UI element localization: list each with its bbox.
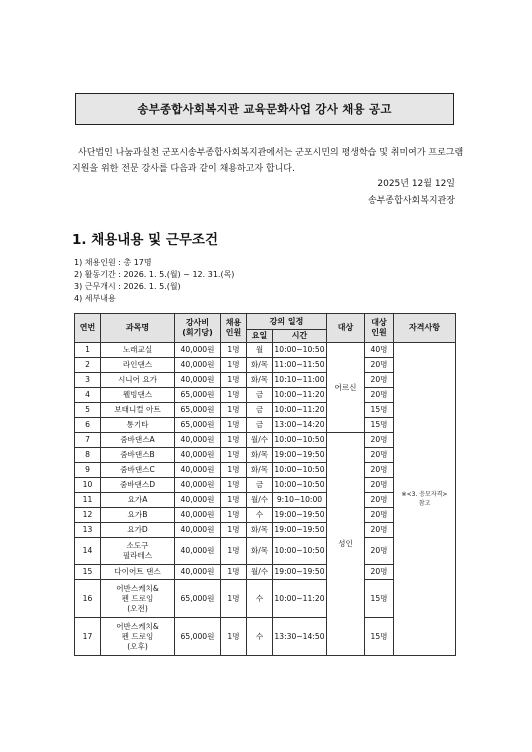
cell-target-adult: 성인 [327, 433, 365, 656]
cell-time: 13:00~14:20 [273, 418, 327, 433]
cell-day: 금 [247, 418, 273, 433]
cell-day: 수 [247, 580, 273, 618]
cell-count: 20명 [365, 433, 394, 448]
cell-count: 20명 [365, 478, 394, 493]
cell-course: 라인댄스 [101, 358, 175, 373]
cell-course: 통기타 [101, 418, 175, 433]
cell-hire: 1명 [221, 493, 247, 508]
cell-fee: 40,000원 [175, 493, 221, 508]
cell-day: 화/목 [247, 373, 273, 388]
header-target-count: 대상 인원 [365, 314, 394, 343]
cell-no: 9 [75, 463, 101, 478]
cell-time: 11:00~11:50 [273, 358, 327, 373]
cell-time: 10:00~10:50 [273, 478, 327, 493]
header-no: 연번 [75, 314, 101, 343]
header-time: 시간 [273, 330, 327, 343]
cell-fee: 40,000원 [175, 463, 221, 478]
cell-course: 요가B [101, 508, 175, 523]
condition-item: 4) 세부내용 [74, 294, 116, 303]
cell-fee: 40,000원 [175, 343, 221, 358]
cell-time: 9:10~10:00 [273, 493, 327, 508]
cell-fee: 40,000원 [175, 433, 221, 448]
cell-day: 월/수 [247, 565, 273, 580]
cell-course: 요가A [101, 493, 175, 508]
cell-count: 20명 [365, 565, 394, 580]
cell-day: 화/목 [247, 523, 273, 538]
cell-time: 10:00~11:20 [273, 403, 327, 418]
cell-fee: 40,000원 [175, 373, 221, 388]
cell-hire: 1명 [221, 433, 247, 448]
cell-target-senior: 어르신 [327, 343, 365, 433]
cell-count: 15명 [365, 580, 394, 618]
cell-count: 40명 [365, 343, 394, 358]
condition-item: 1) 채용인원 : 총 17명 [74, 258, 152, 267]
cell-day: 월 [247, 343, 273, 358]
cell-fee: 40,000원 [175, 448, 221, 463]
cell-time: 19:00~19:50 [273, 448, 327, 463]
cell-no: 10 [75, 478, 101, 493]
organization-name: 송부종합사회복지관장 [368, 196, 455, 206]
cell-time: 10:00~11:20 [273, 388, 327, 403]
cell-fee: 40,000원 [175, 358, 221, 373]
condition-item: 2) 활동기간 : 2026. 1. 5.(월) ~ 12. 31.(목) [74, 270, 235, 279]
cell-course: 웰빙댄스 [101, 388, 175, 403]
cell-hire: 1명 [221, 538, 247, 565]
cell-no: 6 [75, 418, 101, 433]
notice-title: 송부종합사회복지관 교육문화사업 강사 채용 공고 [75, 93, 454, 125]
cell-hire: 1명 [221, 580, 247, 618]
cell-hire: 1명 [221, 478, 247, 493]
cell-hire: 1명 [221, 565, 247, 580]
cell-count: 20명 [365, 448, 394, 463]
cell-time: 13:30~14:50 [273, 618, 327, 656]
cell-time: 10:10~11:00 [273, 373, 327, 388]
cell-course: 다이어트 댄스 [101, 565, 175, 580]
cell-no: 11 [75, 493, 101, 508]
cell-no: 17 [75, 618, 101, 656]
recruitment-table [74, 313, 456, 656]
cell-count: 20명 [365, 493, 394, 508]
cell-hire: 1명 [221, 508, 247, 523]
cell-day: 금 [247, 478, 273, 493]
cell-count: 20명 [365, 523, 394, 538]
condition-list [74, 257, 234, 305]
cell-day: 월/수 [247, 433, 273, 448]
cell-count: 15명 [365, 403, 394, 418]
cell-time: 19:00~19:50 [273, 523, 327, 538]
cell-no: 1 [75, 343, 101, 358]
cell-day: 월/수 [247, 493, 273, 508]
cell-count: 20명 [365, 388, 394, 403]
cell-fee: 65,000원 [175, 618, 221, 656]
cell-hire: 1명 [221, 418, 247, 433]
cell-count: 20명 [365, 463, 394, 478]
cell-fee: 40,000원 [175, 523, 221, 538]
cell-no: 8 [75, 448, 101, 463]
cell-count: 20명 [365, 538, 394, 565]
cell-qualification: ※<3. 응모자격> 참고 [394, 343, 456, 656]
cell-course: 노래교실 [101, 343, 175, 358]
cell-hire: 1명 [221, 448, 247, 463]
cell-day: 수 [247, 618, 273, 656]
cell-no: 16 [75, 580, 101, 618]
cell-course: 줌바댄스C [101, 463, 175, 478]
cell-no: 7 [75, 433, 101, 448]
cell-hire: 1명 [221, 388, 247, 403]
cell-fee: 65,000원 [175, 580, 221, 618]
cell-hire: 1명 [221, 618, 247, 656]
cell-count: 20명 [365, 373, 394, 388]
cell-day: 화/목 [247, 538, 273, 565]
notice-date: 2025년 12월 12일 [377, 179, 455, 189]
cell-time: 10:00~10:50 [273, 538, 327, 565]
table-row [75, 343, 456, 358]
cell-fee: 40,000원 [175, 478, 221, 493]
cell-hire: 1명 [221, 523, 247, 538]
cell-no: 3 [75, 373, 101, 388]
intro-text: 사단법인 나눔과실천 군포시송부종합사회복지관에서는 군포시민의 평생학습 및 취미여가 프로그램 지원을 위한 전문 강사를 다음과 같이 채용하고자 합니다. [72, 148, 464, 174]
cell-course: 시니어 요가 [101, 373, 175, 388]
cell-fee: 65,000원 [175, 418, 221, 433]
cell-day: 화/목 [247, 448, 273, 463]
cell-time: 10:00~10:50 [273, 463, 327, 478]
cell-no: 5 [75, 403, 101, 418]
cell-time: 10:00~11:20 [273, 580, 327, 618]
condition-item: 3) 근무개시 : 2026. 1. 5.(월) [74, 282, 181, 291]
header-fee: 강사비 (회기당) [175, 314, 221, 343]
cell-course: 줌바댄스D [101, 478, 175, 493]
cell-fee: 40,000원 [175, 508, 221, 523]
cell-day: 화/목 [247, 358, 273, 373]
cell-no: 12 [75, 508, 101, 523]
cell-course: 요가D [101, 523, 175, 538]
cell-count: 15명 [365, 618, 394, 656]
cell-no: 13 [75, 523, 101, 538]
cell-time: 10:00~10:50 [273, 433, 327, 448]
cell-fee: 65,000원 [175, 403, 221, 418]
cell-course: 어반스케치& 펜 드로잉 (오전) [101, 580, 175, 618]
header-qualification: 자격사항 [394, 314, 456, 343]
cell-hire: 1명 [221, 358, 247, 373]
cell-fee: 65,000원 [175, 388, 221, 403]
cell-day: 화/목 [247, 463, 273, 478]
header-course: 과목명 [101, 314, 175, 343]
cell-course: 어반스케치& 펜 드로잉 (오후) [101, 618, 175, 656]
cell-fee: 40,000원 [175, 538, 221, 565]
header-day: 요일 [247, 330, 273, 343]
header-hire: 채용 인원 [221, 314, 247, 343]
cell-course: 줌바댄스A [101, 433, 175, 448]
cell-time: 19:00~19:50 [273, 508, 327, 523]
header-schedule: 강의 일정 [247, 314, 327, 330]
cell-count: 15명 [365, 418, 394, 433]
cell-no: 14 [75, 538, 101, 565]
cell-fee: 40,000원 [175, 565, 221, 580]
cell-no: 15 [75, 565, 101, 580]
cell-count: 20명 [365, 508, 394, 523]
cell-hire: 1명 [221, 403, 247, 418]
cell-day: 수 [247, 508, 273, 523]
cell-course: 보태니컬 아트 [101, 403, 175, 418]
cell-course: 줌바댄스B [101, 448, 175, 463]
cell-time: 19:00~19:50 [273, 565, 327, 580]
header-target: 대상 [327, 314, 365, 343]
cell-course: 소도구 필라테스 [101, 538, 175, 565]
cell-hire: 1명 [221, 373, 247, 388]
cell-no: 2 [75, 358, 101, 373]
cell-hire: 1명 [221, 463, 247, 478]
cell-hire: 1명 [221, 343, 247, 358]
cell-count: 20명 [365, 358, 394, 373]
cell-day: 금 [247, 388, 273, 403]
cell-no: 4 [75, 388, 101, 403]
cell-time: 10:00~10:50 [273, 343, 327, 358]
section-title: 1. 채용내용 및 근무조건 [72, 232, 218, 248]
cell-day: 금 [247, 403, 273, 418]
